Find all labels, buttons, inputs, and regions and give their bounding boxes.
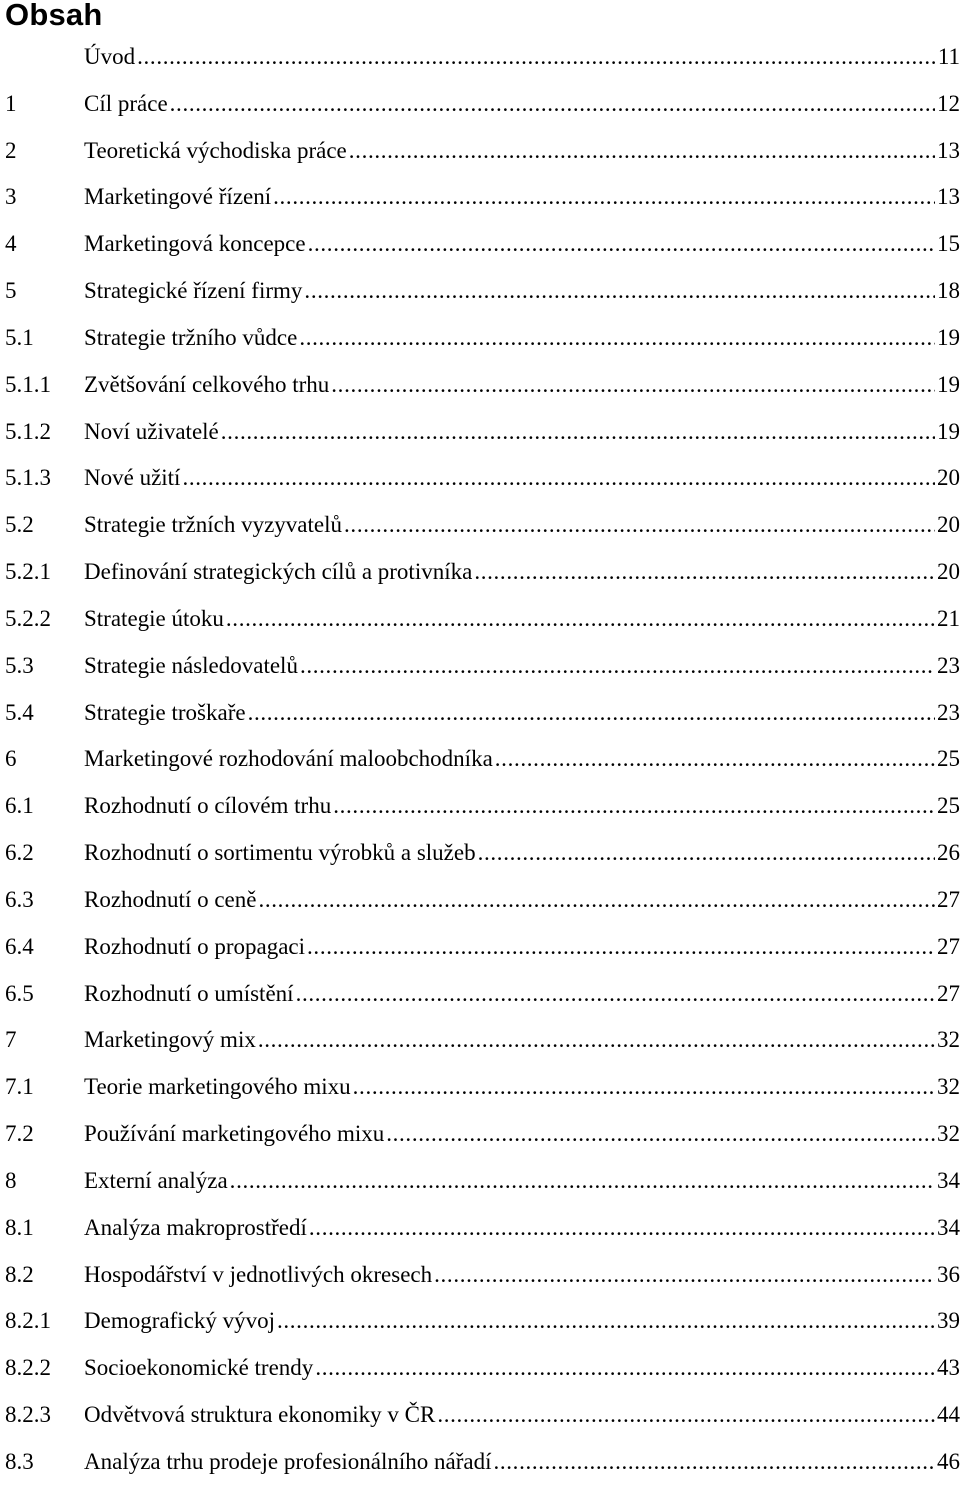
toc-entry-title: Úvod (84, 44, 136, 69)
toc-entry-number: 5.1.3 (5, 465, 51, 491)
dot-leader (304, 268, 935, 315)
toc-entry-number: 8.2.3 (5, 1402, 51, 1428)
toc-entry-page-number: 36 (937, 1261, 960, 1287)
dot-leader (349, 128, 935, 175)
toc-entry[interactable] (5, 596, 960, 643)
toc-entry[interactable] (5, 409, 960, 456)
toc-entry-page-number: 34 (937, 1214, 960, 1240)
toc-entry-number: 7.1 (5, 1074, 34, 1100)
dot-leader (315, 1345, 935, 1392)
toc-entry[interactable] (5, 877, 960, 924)
toc-entry-number: 5.4 (5, 699, 34, 725)
toc-entry-page-number: 27 (937, 980, 960, 1006)
dot-leader (137, 34, 936, 81)
toc-entry-page-number: 32 (937, 1027, 960, 1053)
toc-entry-page-number: 25 (937, 746, 960, 772)
toc-entry-title: Demografický vývoj (84, 1308, 275, 1334)
toc-entry-number: 8.2.2 (5, 1355, 51, 1381)
toc-entry-number: 6.1 (5, 793, 34, 819)
toc-entry[interactable] (5, 221, 960, 268)
toc-entry[interactable] (5, 736, 960, 783)
toc-entry-number: 1 (5, 90, 17, 116)
toc-entry[interactable] (5, 1205, 960, 1252)
toc-entry-title: Socioekonomické trendy (84, 1355, 314, 1381)
toc-entry-title: Strategie útoku (84, 605, 224, 631)
toc-entry-number: 5 (5, 278, 17, 304)
toc-entry-title: Zvětšování celkového trhu (84, 371, 330, 397)
toc-entry[interactable] (5, 81, 960, 128)
toc-entry[interactable] (5, 362, 960, 409)
dot-leader (307, 924, 935, 971)
toc-entry-page-number: 21 (937, 605, 960, 631)
dot-leader (437, 1392, 935, 1439)
toc-entry-number: 6.2 (5, 840, 34, 866)
toc-entry-title: Externí analýza (84, 1167, 228, 1193)
dot-leader (300, 643, 935, 690)
toc-entry-page-number: 25 (937, 793, 960, 819)
toc-entry-number: 5.1.2 (5, 418, 51, 444)
toc-entry-title: Marketingové řízení (84, 184, 272, 210)
toc-entry-title: Noví uživatelé (84, 418, 219, 444)
toc-entry-title: Teorie marketingového mixu (84, 1074, 351, 1100)
toc-entry[interactable] (5, 34, 960, 81)
dot-leader (474, 549, 935, 596)
toc-entry-number: 5.3 (5, 652, 34, 678)
dot-leader (277, 1298, 935, 1345)
toc-entry-page-number: 19 (937, 324, 960, 350)
dot-leader (226, 596, 935, 643)
dot-leader (495, 736, 935, 783)
toc-entry[interactable] (5, 1017, 960, 1064)
toc-entry-page-number: 46 (937, 1448, 960, 1474)
page-title: Obsah (5, 0, 103, 32)
dot-leader (478, 830, 935, 877)
dot-leader (309, 1205, 935, 1252)
toc-entry-title: Strategie troškaře (84, 699, 246, 725)
toc-entry-number: 5.2 (5, 512, 34, 538)
toc-entry-title: Odvětvová struktura ekonomiky v ČR (84, 1402, 436, 1428)
toc-entry-title: Strategie následovatelů (84, 652, 298, 678)
dot-leader (344, 502, 935, 549)
toc-entry-title: Marketingové rozhodování maloobchodníka (84, 746, 493, 772)
toc-entry-page-number: 19 (937, 418, 960, 444)
table-of-contents (5, 34, 960, 1486)
toc-entry[interactable] (5, 128, 960, 175)
toc-entry-page-number: 13 (937, 137, 960, 163)
toc-entry-number: 7.2 (5, 1121, 34, 1147)
toc-entry-page-number: 43 (937, 1355, 960, 1381)
toc-entry[interactable] (5, 174, 960, 221)
toc-entry-page-number: 18 (937, 278, 960, 304)
toc-entry-number: 7 (5, 1027, 17, 1053)
toc-entry[interactable] (5, 315, 960, 362)
toc-entry-page-number: 27 (937, 886, 960, 912)
toc-entry-page-number: 11 (937, 44, 960, 69)
dot-leader (308, 221, 935, 268)
toc-entry-page-number: 27 (937, 933, 960, 959)
toc-entry-title: Rozhodnutí o umístění (84, 980, 294, 1006)
toc-entry[interactable] (5, 1392, 960, 1439)
toc-entry[interactable] (5, 643, 960, 690)
toc-entry-title: Marketingový mix (84, 1027, 256, 1053)
toc-entry-page-number: 39 (937, 1308, 960, 1334)
toc-entry-number: 6.5 (5, 980, 34, 1006)
toc-entry-title: Strategie tržního vůdce (84, 324, 298, 350)
dot-leader (493, 1439, 935, 1486)
toc-entry-page-number: 26 (937, 840, 960, 866)
toc-entry-number: 2 (5, 137, 17, 163)
toc-entry[interactable] (5, 1064, 960, 1111)
toc-entry-page-number: 32 (937, 1121, 960, 1147)
toc-entry-number: 5.1.1 (5, 371, 51, 397)
toc-entry[interactable] (5, 1158, 960, 1205)
dot-leader (386, 1111, 935, 1158)
toc-entry-number: 8.2.1 (5, 1308, 51, 1334)
toc-entry[interactable] (5, 455, 960, 502)
dot-leader (299, 315, 935, 362)
toc-entry-number: 4 (5, 231, 17, 257)
dot-leader (353, 1064, 935, 1111)
dot-leader (170, 81, 935, 128)
toc-entry-title: Nové užití (84, 465, 181, 491)
dot-leader (273, 174, 935, 221)
toc-entry[interactable] (5, 1111, 960, 1158)
dot-leader (434, 1252, 935, 1299)
toc-entry-title: Strategie tržních vyzyvatelů (84, 512, 343, 538)
toc-entry[interactable] (5, 783, 960, 830)
toc-entry-page-number: 44 (937, 1402, 960, 1428)
toc-entry[interactable] (5, 924, 960, 971)
toc-entry-title: Rozhodnutí o propagaci (84, 933, 306, 959)
toc-entry-number: 5.2.2 (5, 605, 51, 631)
toc-entry-page-number: 20 (937, 559, 960, 585)
toc-entry-page-number: 12 (937, 90, 960, 116)
dot-leader (333, 783, 935, 830)
toc-entry-page-number: 20 (937, 512, 960, 538)
toc-entry-page-number: 20 (937, 465, 960, 491)
toc-entry-page-number: 13 (937, 184, 960, 210)
toc-entry-title: Analýza trhu prodeje profesionálního nářadí (84, 1448, 492, 1474)
toc-entry-title: Používání marketingového mixu (84, 1121, 385, 1147)
dot-leader (248, 690, 935, 737)
toc-entry[interactable] (5, 502, 960, 549)
toc-entry-page-number: 19 (937, 371, 960, 397)
toc-entry[interactable] (5, 1298, 960, 1345)
toc-entry-title: Hospodářství v jednotlivých okresech (84, 1261, 433, 1287)
toc-entry-number: 8.2 (5, 1261, 34, 1287)
toc-entry-number: 6.4 (5, 933, 34, 959)
toc-entry-title: Definování strategických cílů a protivníka (84, 559, 473, 585)
toc-entry-title: Rozhodnutí o cílovém trhu (84, 793, 332, 819)
dot-leader (258, 1017, 935, 1064)
toc-entry-title: Teoretická východiska práce (84, 137, 347, 163)
toc-entry-page-number: 32 (937, 1074, 960, 1100)
toc-entry-number: 3 (5, 184, 17, 210)
toc-entry-page-number: 23 (937, 699, 960, 725)
toc-entry-number: 6.3 (5, 886, 34, 912)
dot-leader (221, 409, 935, 456)
toc-entry-page-number: 23 (937, 652, 960, 678)
toc-entry-title: Analýza makroprostředí (84, 1214, 307, 1240)
toc-entry-page-number: 15 (937, 231, 960, 257)
dot-leader (182, 455, 935, 502)
toc-entry-page-number: 34 (937, 1167, 960, 1193)
toc-entry-title: Rozhodnutí o sortimentu výrobků a služeb (84, 840, 476, 866)
toc-entry-number: 5.2.1 (5, 559, 51, 585)
toc-entry[interactable] (5, 830, 960, 877)
toc-entry-title: Cíl práce (84, 90, 168, 116)
toc-entry-number: 8.1 (5, 1214, 34, 1240)
toc-entry-title: Marketingová koncepce (84, 231, 306, 257)
toc-entry-title: Strategické řízení firmy (84, 278, 303, 304)
toc-entry[interactable] (5, 549, 960, 596)
dot-leader (230, 1158, 935, 1205)
toc-entry-number: 8.3 (5, 1448, 34, 1474)
dot-leader (331, 362, 935, 409)
toc-entry[interactable] (5, 690, 960, 737)
toc-entry[interactable] (5, 1252, 960, 1299)
toc-entry-number: 5.1 (5, 324, 34, 350)
dot-leader (296, 971, 935, 1018)
toc-entry[interactable] (5, 1439, 960, 1486)
toc-entry[interactable] (5, 1345, 960, 1392)
toc-entry-title: Rozhodnutí o ceně (84, 886, 257, 912)
dot-leader (258, 877, 935, 924)
toc-entry[interactable] (5, 268, 960, 315)
toc-entry-number: 8 (5, 1167, 17, 1193)
toc-entry-number: 6 (5, 746, 17, 772)
toc-entry[interactable] (5, 971, 960, 1018)
